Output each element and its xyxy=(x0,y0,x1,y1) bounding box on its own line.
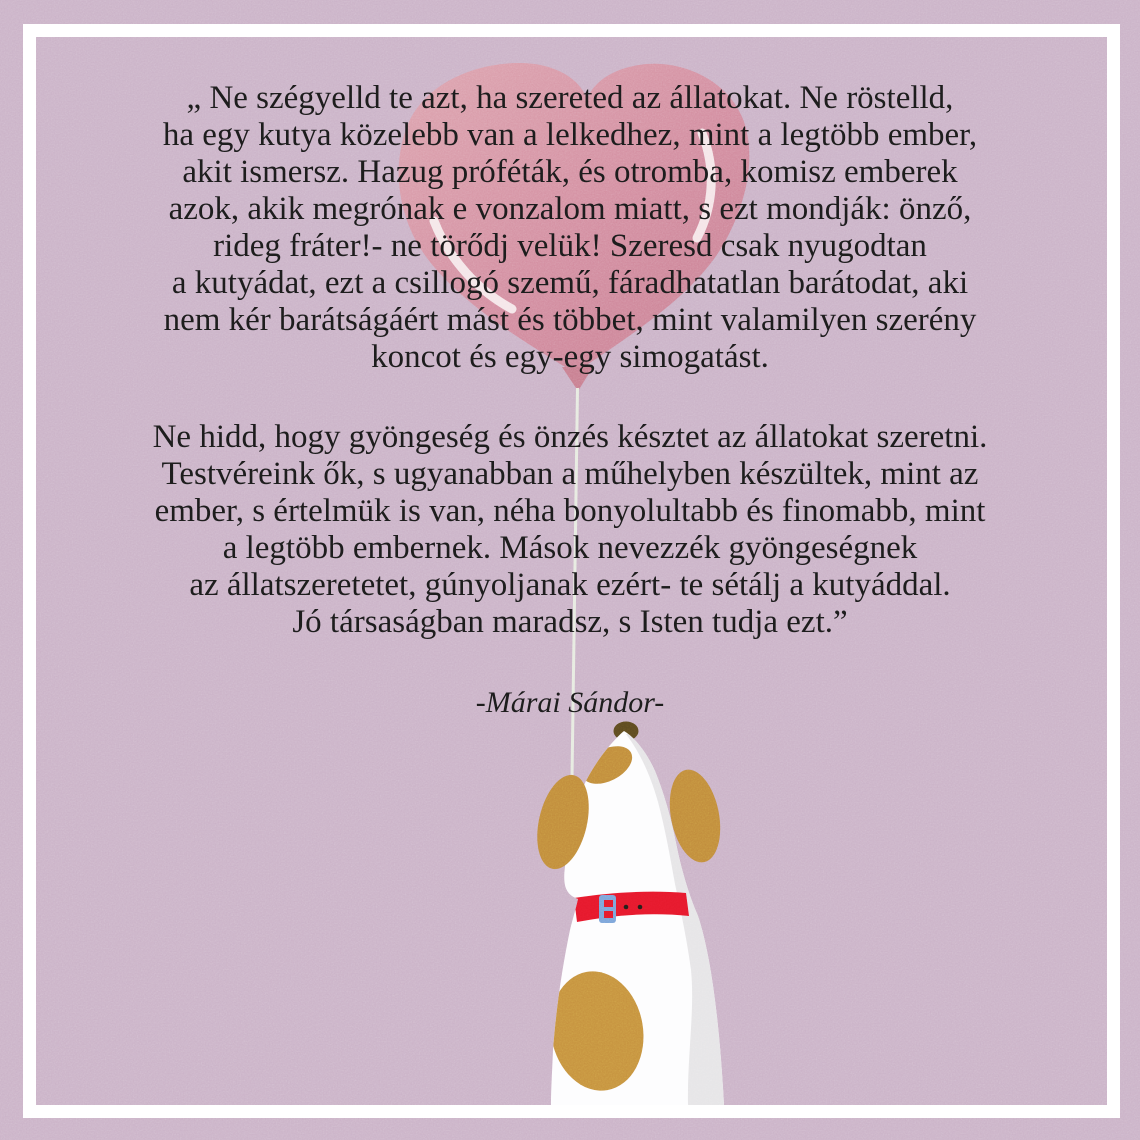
quote-line: akit ismersz. Hazug próféták, és otromba, komisz emberek xyxy=(182,154,958,190)
quote-line: Ne hidd, hogy gyöngeség és önzés késztet az állatokat szeretni. xyxy=(152,419,988,455)
quote-line: koncot és egy-egy simogatást. xyxy=(371,339,769,375)
quote-line: ember, s értelmük is van, néha bonyolultabb és finomabb, mint xyxy=(154,493,986,529)
quote-line: az állatszeretetet, gúnyoljanak ezért- te sétálj a kutyáddal. xyxy=(189,567,951,603)
quote-line: a kutyádat, ezt a csillogó szemű, fáradhatatlan barátodat, aki xyxy=(171,265,969,301)
quote-line: rideg fráter!- ne törődj velük! Szeresd csak nyugodtan xyxy=(213,228,927,264)
quote-paragraph-2 xyxy=(0,419,1140,641)
quote-paragraph-1 xyxy=(0,80,1140,376)
quote-line: Jó társaságban maradsz, s Isten tudja ezt.” xyxy=(292,604,848,640)
quote-line: Testvéreink ők, s ugyanabban a műhelyben készültek, mint az xyxy=(161,456,979,492)
quote-line: a legtöbb embernek. Mások nevezzék gyöngeségnek xyxy=(222,530,918,566)
quote-attribution: -Márai Sándor- xyxy=(475,686,665,719)
quote-line: azok, akik megrónak e vonzalom miatt, s ezt mondják: önző, xyxy=(168,191,972,227)
quote-line: nem kér barátságáért mást és többet, mint valamilyen szerény xyxy=(163,302,977,338)
quote-line: ha egy kutya közelebb van a lelkedhez, mint a legtöbb ember, xyxy=(162,117,978,153)
quote-line: „ Ne szégyelld te azt, ha szereted az állatokat. Ne röstelld, xyxy=(186,80,954,116)
